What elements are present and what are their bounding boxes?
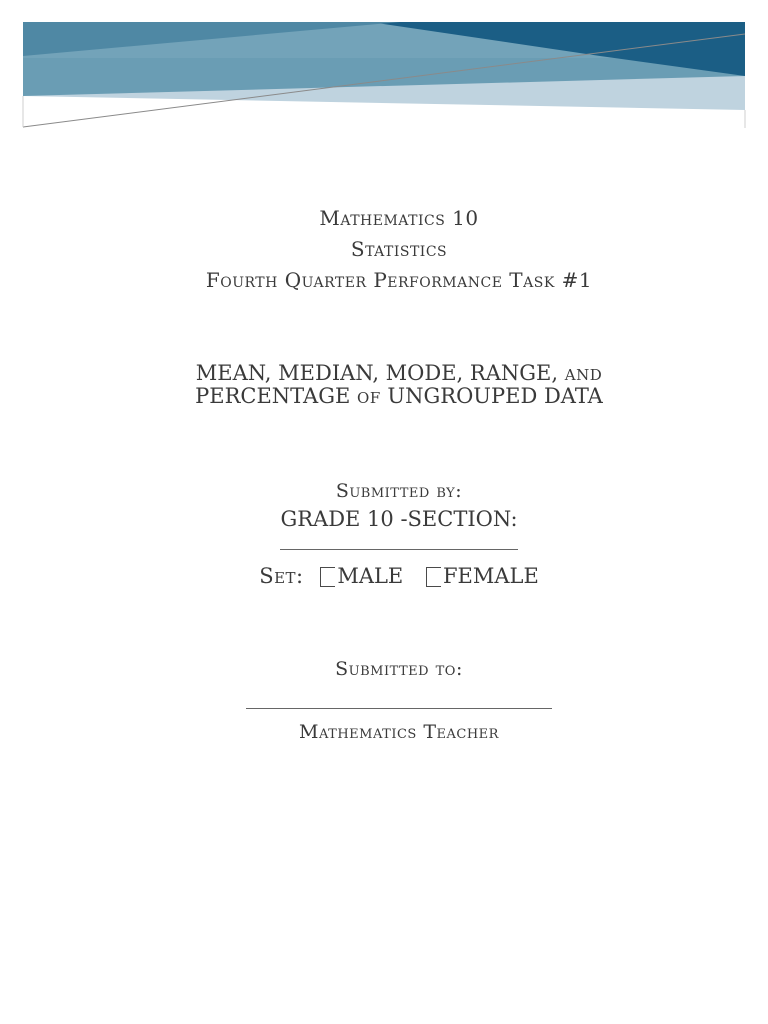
topic-ungrouped-text: UNGROUPED DATA <box>387 384 603 408</box>
topic-heading-line-1 <box>0 361 768 385</box>
male-checkbox[interactable] <box>320 567 335 587</box>
set-label: Set: <box>259 564 304 588</box>
topic-main-text: MEAN, MEDIAN, MODE, RANGE, <box>195 361 559 385</box>
female-checkbox[interactable] <box>426 567 441 587</box>
subject-title: Statistics <box>350 237 448 261</box>
topic-heading-line-2 <box>0 384 768 408</box>
female-option-label: FEMALE <box>442 564 539 588</box>
course-title: Mathematics 10 <box>319 206 479 230</box>
teacher-blank-line[interactable] <box>246 708 552 709</box>
topic-of-text: of <box>357 384 381 408</box>
male-option-label: MALE <box>337 564 404 588</box>
topic-and-text: and <box>564 361 603 385</box>
set-row <box>0 564 768 588</box>
submitted-to-label: Submitted to: <box>335 658 463 680</box>
section-blank-line[interactable] <box>280 549 518 550</box>
task-title: Fourth Quarter Performance Task #1 <box>205 268 593 292</box>
submitted-by-label: Submitted by: <box>335 480 463 502</box>
topic-percentage-text: PERCENTAGE <box>195 384 351 408</box>
grade-section-label: GRADE 10 -SECTION: <box>280 507 518 531</box>
header-banner <box>0 0 768 140</box>
teacher-label: Mathematics Teacher <box>299 721 499 743</box>
